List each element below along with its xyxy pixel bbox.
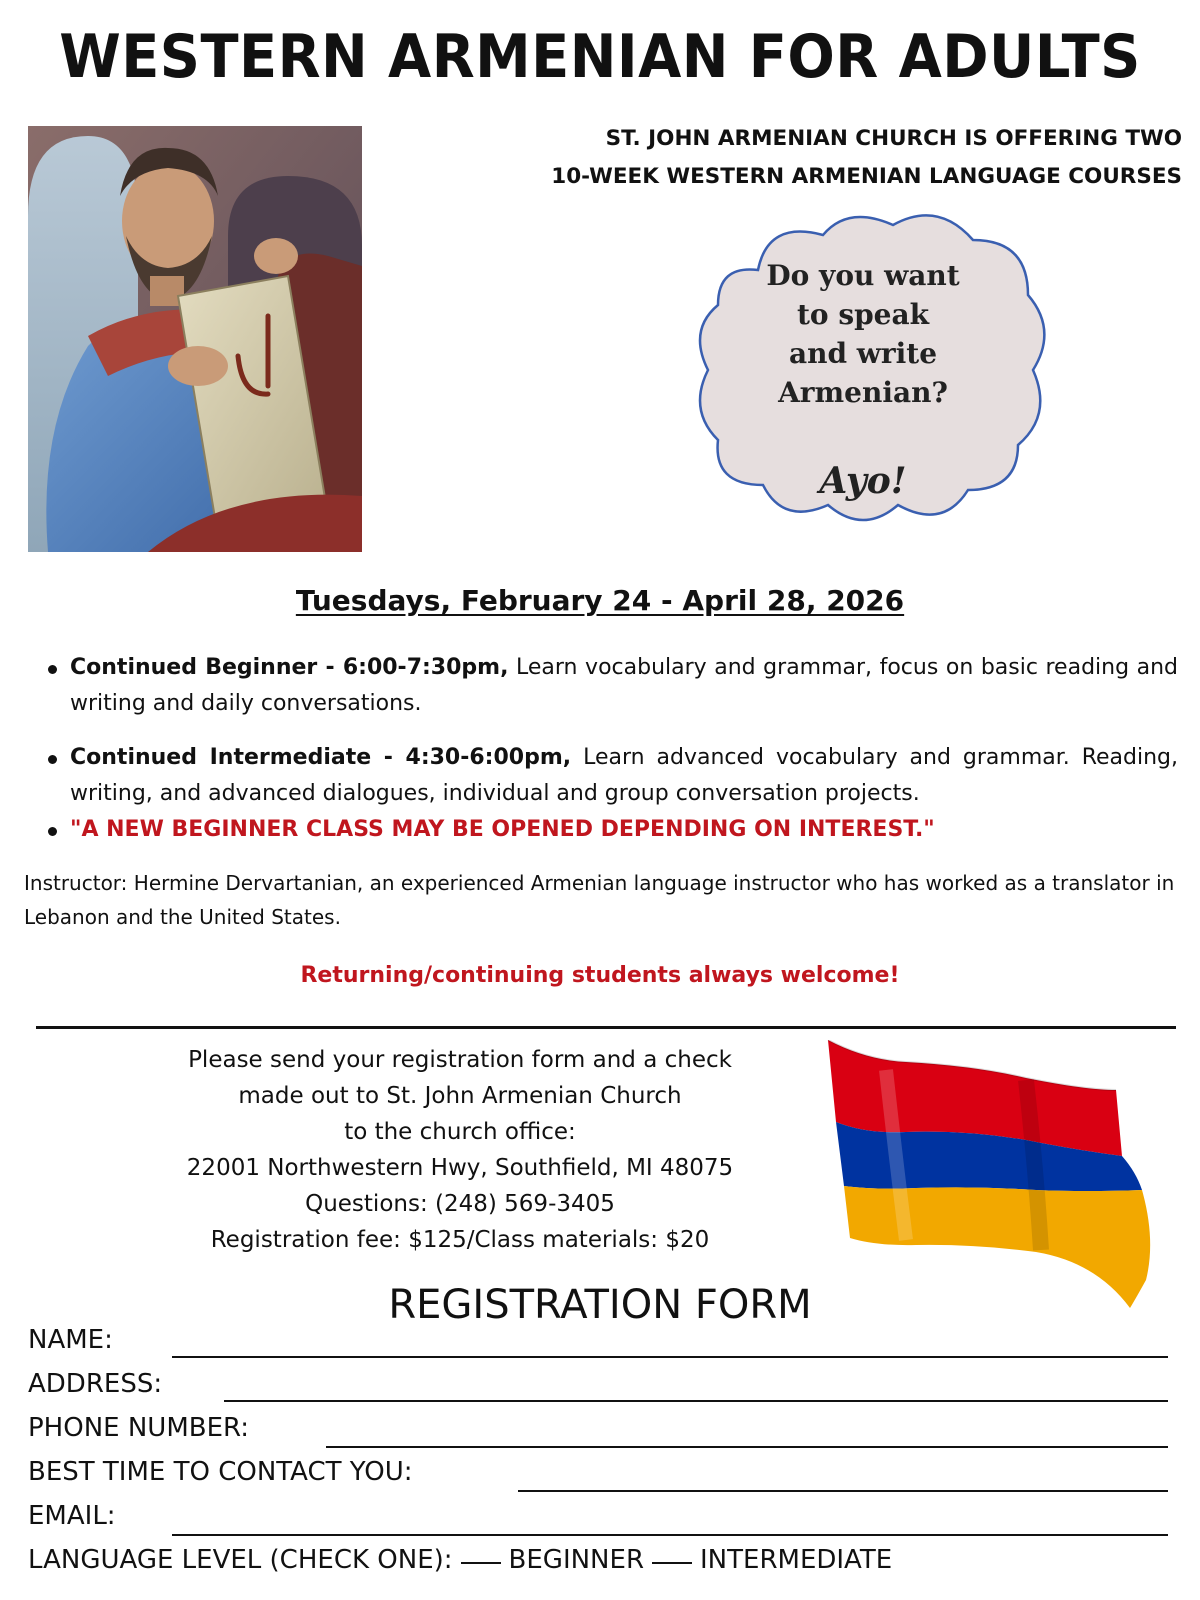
instructions-line-3: to the church office: [344,1119,576,1145]
course-name-time: Continued Intermediate - 4:30-6:00pm, [70,745,572,770]
fees-text: Registration fee: $125/Class materials: $20 [210,1227,710,1253]
course-list [48,650,1178,848]
cloud-exclamation: Ayo! [819,460,907,502]
beginner-checkbox[interactable] [461,1562,501,1564]
questions-phone: Questions: (248) 569-3405 [305,1191,615,1217]
language-level-label: LANGUAGE LEVEL (CHECK ONE): [28,1545,453,1575]
registration-instructions [150,1042,770,1258]
course-item-intermediate [48,740,1178,812]
language-level-row [28,1545,892,1575]
contact-time-label: BEST TIME TO CONTACT YOU: [28,1457,413,1487]
page-title: WESTERN ARMENIAN FOR ADULTS [59,22,1141,92]
instructions-line-2: made out to St. John Armenian Church [238,1083,682,1109]
notice-text: "A NEW BEGINNER CLASS MAY BE OPENED DEPENDING ON INTEREST." [70,817,935,842]
intermediate-checkbox[interactable] [652,1562,692,1564]
saint-painting-image [28,126,362,552]
cloud-line-1: Do you want [766,259,960,292]
phone-field[interactable] [326,1446,1168,1448]
registration-form-title: REGISTRATION FORM [388,1282,812,1328]
cloud-question [713,256,1013,412]
welcome-message: Returning/continuing students always welcome! [300,963,900,988]
address-field[interactable] [224,1400,1168,1402]
armenian-flag-image [826,1040,1178,1310]
cloud-line-3: and write [788,337,938,370]
announcement-line-1: ST. JOHN ARMENIAN CHURCH IS OFFERING TWO [605,126,1182,151]
name-label: NAME: [28,1325,113,1355]
email-field[interactable] [172,1534,1168,1536]
course-item-beginner [48,650,1178,722]
course-description: Learn vocabulary and grammar, focus on basic reading and writing and daily conversations. [70,655,1179,716]
announcement-line-2: 10-WEEK WESTERN ARMENIAN LANGUAGE COURSES [551,164,1182,189]
section-divider [36,1026,1176,1029]
course-announcement [482,120,1182,196]
contact-time-field[interactable] [518,1490,1168,1492]
name-field[interactable] [172,1356,1168,1358]
intermediate-option-label: INTERMEDIATE [700,1545,893,1575]
church-address: 22001 Northwestern Hwy, Southfield, MI 48075 [186,1155,734,1181]
beginner-option-label: BEGINNER [508,1545,645,1575]
phone-label: PHONE NUMBER: [28,1413,250,1443]
instructor-info: Instructor: Hermine Dervartanian, an experienced Armenian language instructor who has worked as a translator in Lebanon and the United States. [24,871,1175,929]
address-label: ADDRESS: [28,1369,163,1399]
cloud-line-4: Armenian? [778,376,948,409]
cloud-line-2: to speak [796,298,930,331]
course-name-time: Continued Beginner - 6:00-7:30pm, [70,655,509,680]
course-schedule: Tuesdays, February 24 - April 28, 2026 [295,584,905,617]
instructions-line-1: Please send your registration form and a check [188,1047,732,1073]
new-class-notice [48,812,1178,848]
course-description: Learn advanced vocabulary and grammar. Reading, writing, and advanced dialogues, individual and group conversation projects. [70,745,1179,806]
email-label: EMAIL: [28,1501,116,1531]
